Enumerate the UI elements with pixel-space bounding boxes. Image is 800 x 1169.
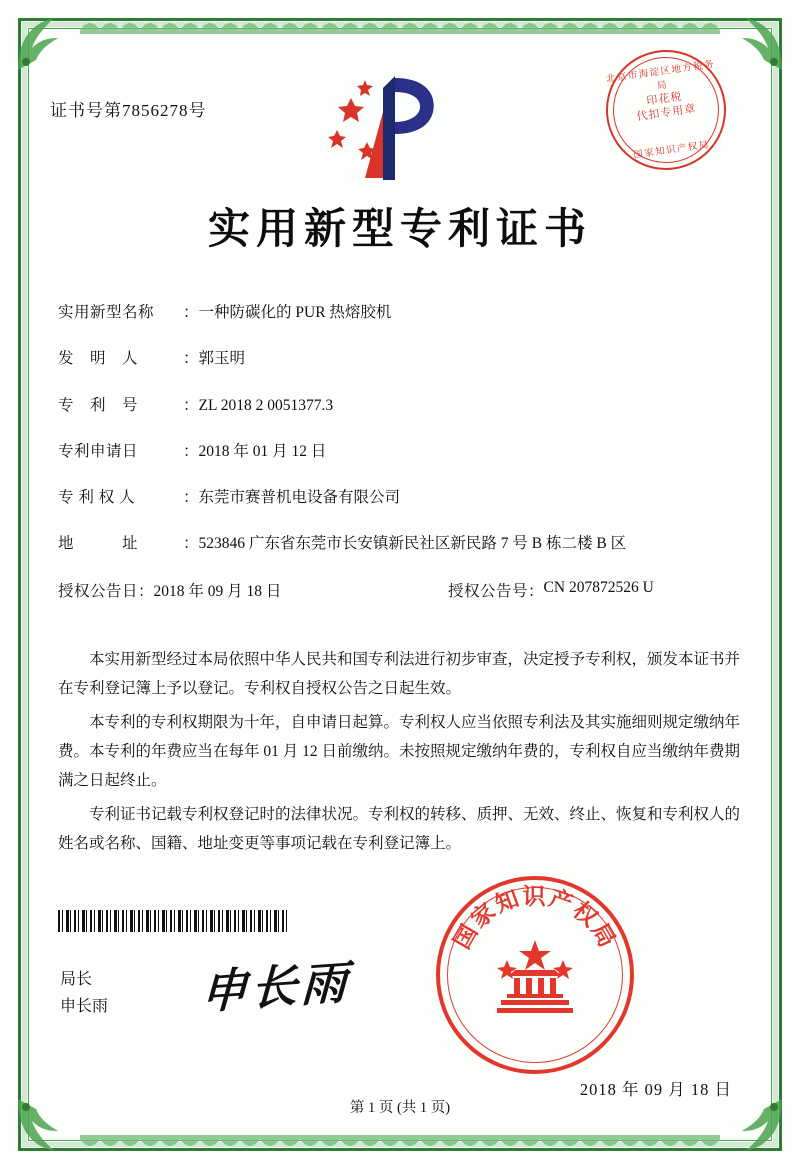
seal-date: 2018 年 09 月 18 日 <box>579 1080 732 1099</box>
field-value: 一种防碳化的 PUR 热熔胶机 <box>198 304 392 321</box>
field-label: 实用新型名称 <box>58 304 155 321</box>
grant-number-group <box>448 579 654 601</box>
field-row-address <box>58 532 742 555</box>
grant-number-colon: ： <box>528 582 544 600</box>
field-row-name <box>58 301 742 324</box>
field-colon: ： <box>183 535 199 553</box>
tax-stamp-mid-line1: 印花税 <box>645 90 684 108</box>
field-colon: ： <box>183 350 199 368</box>
field-row-application-date <box>58 440 742 463</box>
field-list <box>58 301 742 611</box>
field-colon: ： <box>183 489 199 506</box>
field-row-inventor <box>58 347 742 370</box>
field-value: 郭玉明 <box>198 350 246 368</box>
field-label: 专 利 权 人 <box>58 489 136 506</box>
paragraph: 本实用新型经过本局依照中华人民共和国专利法进行初步审查，决定授予专利权，颁发本证书并在专利登记簿上予以登记。专利权自授权公告之日起生效。 <box>58 651 741 697</box>
certificate-number: 证书号第7856278号 <box>50 101 207 120</box>
page-title: 实用新型专利证书 <box>207 207 592 253</box>
field-colon: ： <box>183 304 199 321</box>
tax-stamp <box>598 42 734 178</box>
handwritten-signature: 申长雨 <box>200 956 352 1019</box>
paragraph: 本专利的专利权期限为十年，自申请日起算。专利权人应当依照专利法及其实施细则规定缴纳年费。本专利的年费应当在每年 01 月 12 日前缴纳。未按照规定缴纳年费的，专利权自应当缴纳年费期满之日起终止。 <box>58 714 741 789</box>
field-label: 地 址 <box>58 535 139 553</box>
grant-number-value: CN 207872526 U <box>543 578 654 596</box>
grant-date-colon: ： <box>138 582 154 600</box>
field-colon: ： <box>183 396 199 414</box>
field-value: 东莞市赛普机电设备有限公司 <box>198 489 401 506</box>
tax-stamp-mid-line2: 代扣专用章 <box>635 102 697 124</box>
field-row-patent-number <box>58 394 742 417</box>
national-emblem-icon <box>487 938 583 1020</box>
field-value: 2018 年 01 月 12 日 <box>198 442 327 460</box>
official-seal <box>436 876 634 1074</box>
field-value: 523846 广东省东莞市长安镇新民社区新民路 7 号 B 栋二楼 B 区 <box>198 535 627 553</box>
field-colon: ： <box>183 442 199 460</box>
legal-paragraphs <box>58 646 740 865</box>
tax-stamp-arc-top: 北京市海淀区地方税务局 <box>605 59 716 92</box>
field-label: 发 明 人 <box>58 350 139 368</box>
barcode <box>58 910 288 932</box>
tax-stamp-arc-bottom: 国家知识产权局 <box>632 140 711 161</box>
grant-row <box>58 579 742 601</box>
page-footer: 第 1 页 (共 1 页) <box>349 1100 451 1116</box>
cnipa-logo-icon <box>321 68 461 188</box>
signature-role: 局长 <box>60 971 93 988</box>
signature-name: 申长雨 <box>60 998 109 1016</box>
paragraph: 专利证书记载专利权登记时的法律状况。专利权的转移、质押、无效、终止、恢复和专利权人的姓名或名称、国籍、地址变更等事项记载在专利登记簿上。 <box>58 806 741 853</box>
field-value: ZL 2018 2 0051377.3 <box>198 396 334 414</box>
grant-date-value: 2018 年 09 月 18 日 <box>153 582 282 600</box>
field-label: 专 利 号 <box>58 396 139 414</box>
grant-date-label: 授权公告日 <box>58 582 139 600</box>
field-label: 专利申请日 <box>58 442 139 460</box>
certificate-content <box>46 46 754 1123</box>
seal-arc-label: 国家知识产权局 <box>449 884 621 954</box>
field-row-patentee <box>58 486 742 509</box>
grant-date-group <box>58 579 448 601</box>
signature-block <box>60 966 108 1020</box>
grant-number-label: 授权公告号 <box>448 582 529 600</box>
